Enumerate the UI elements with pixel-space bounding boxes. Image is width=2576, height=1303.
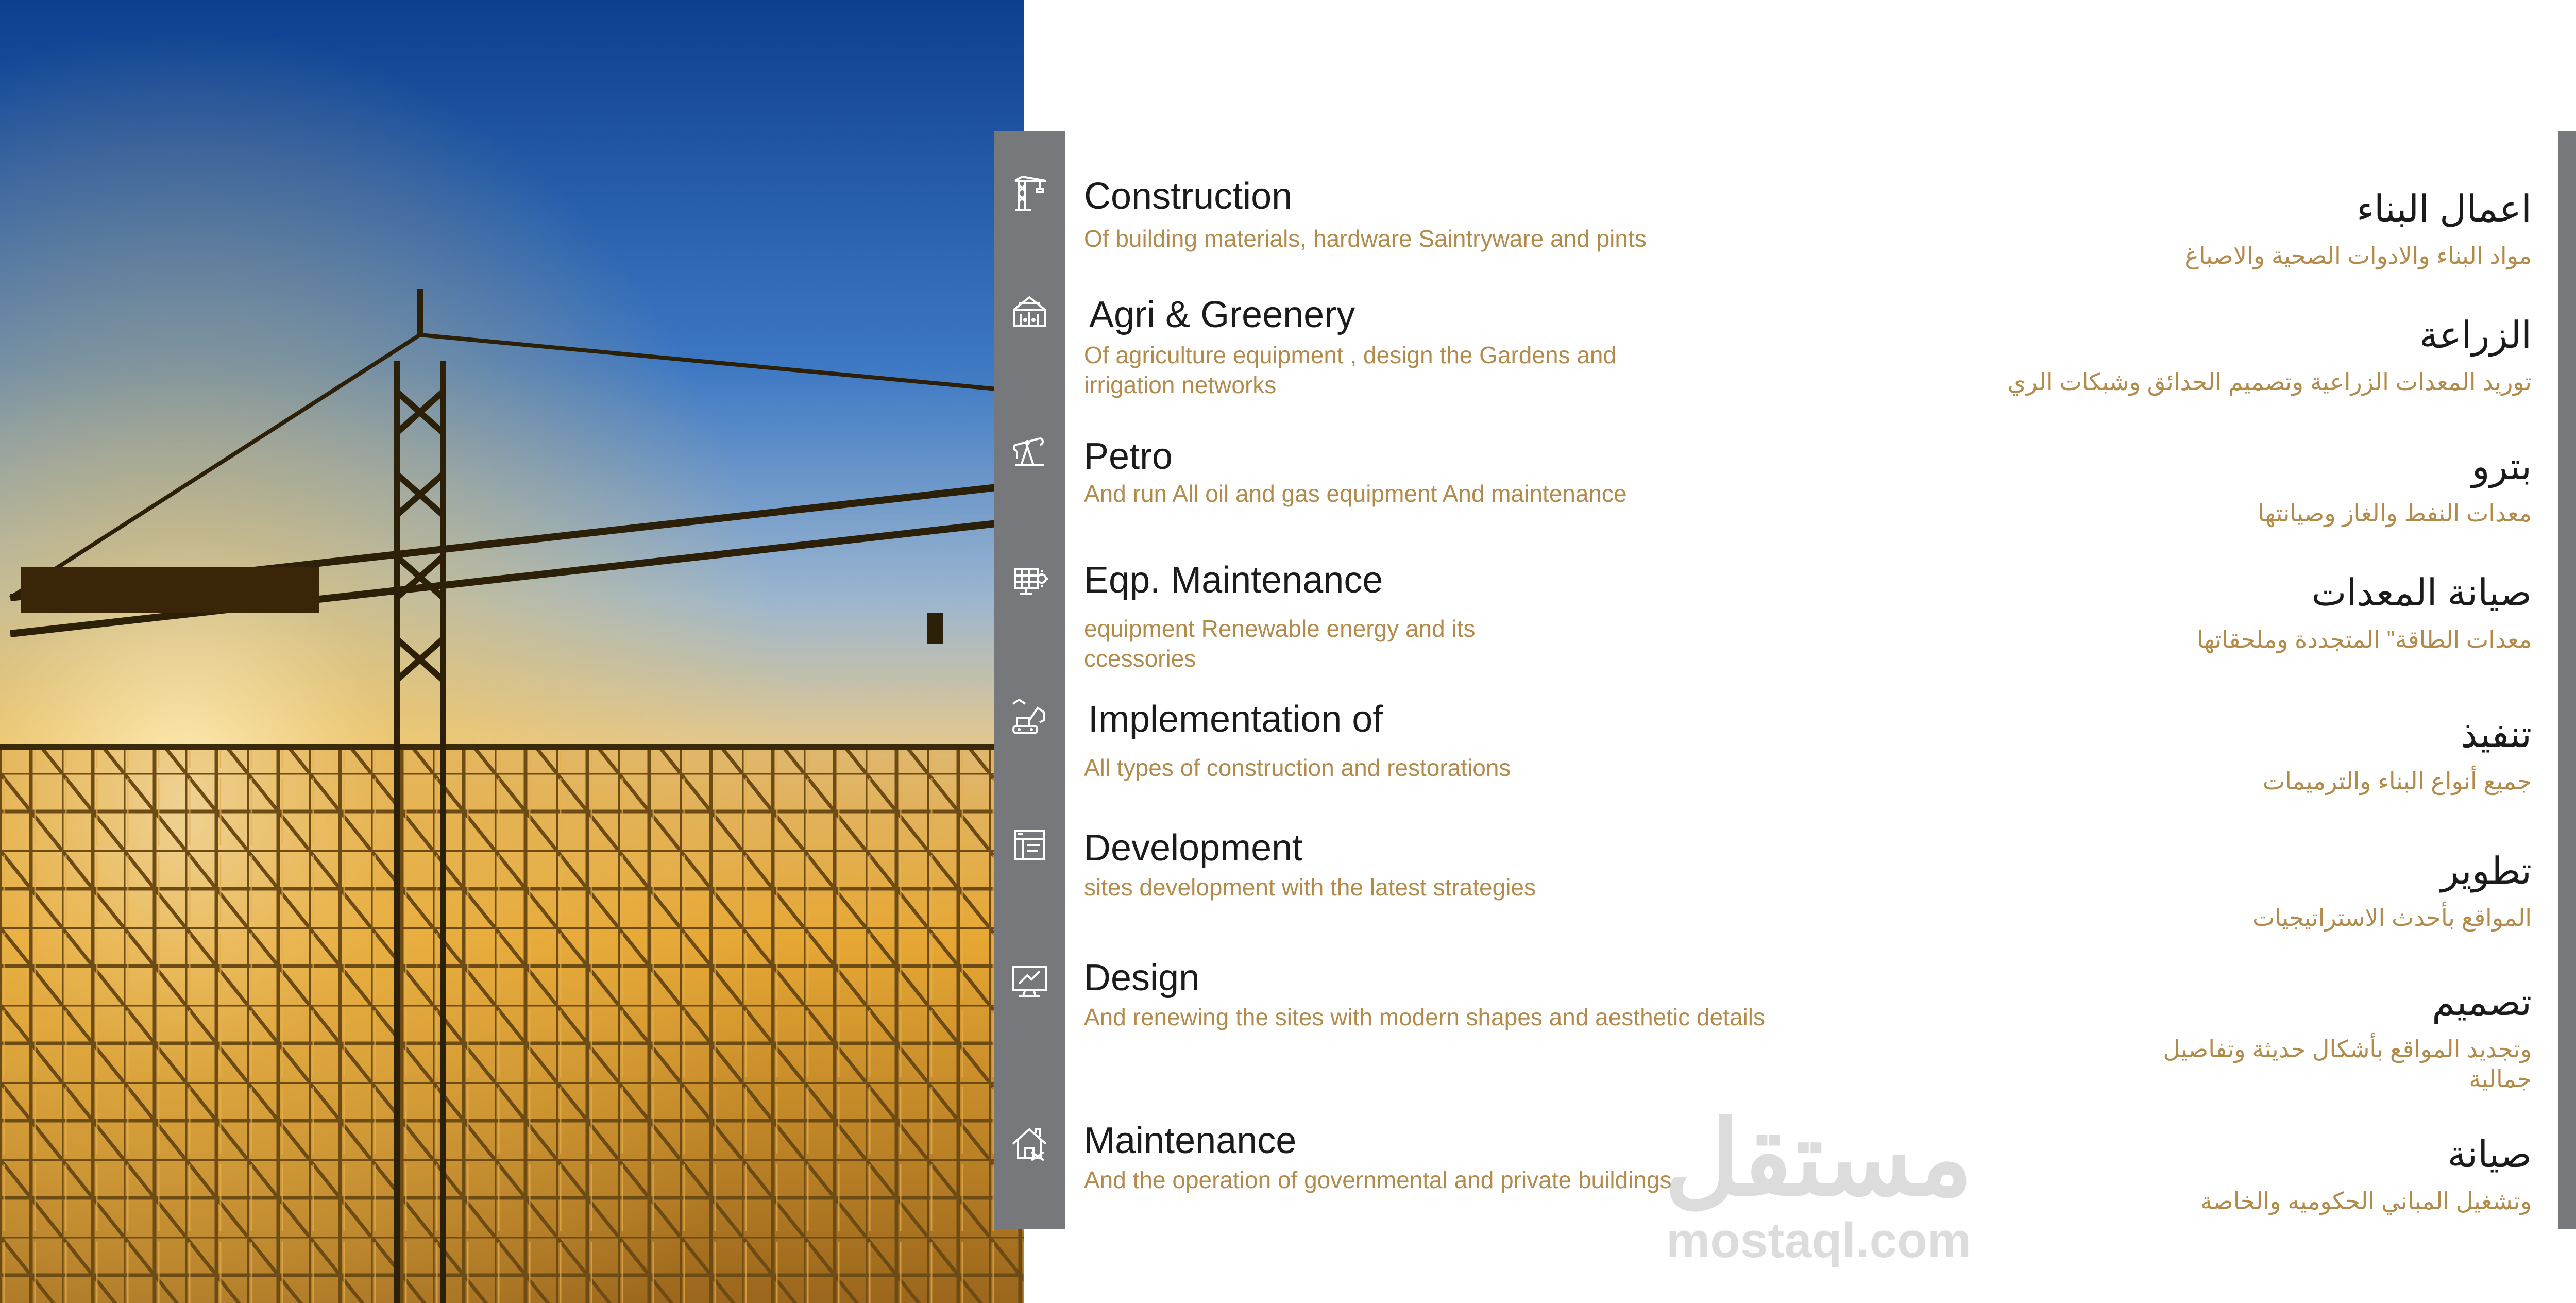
greenhouse-icon bbox=[2573, 312, 2576, 353]
service-desc: Of building materials, hardware Saintryware and pints bbox=[1084, 225, 1647, 252]
service-desc: And the operation of governmental and private buildings bbox=[1084, 1166, 1672, 1193]
service-desc: sites development with the latest strategies bbox=[1084, 874, 1536, 901]
service-desc: وتجديد المواقع بأشكال حديثة وتفاصيل جمالية bbox=[2163, 1036, 2532, 1092]
house-tools-icon bbox=[1009, 1123, 1050, 1164]
service-title: بترو bbox=[2471, 446, 2532, 487]
house-tools-icon bbox=[2573, 1133, 2576, 1175]
service-ar-construction bbox=[1913, 191, 2532, 271]
icon-strip-left bbox=[994, 131, 1065, 1229]
oil-pump-icon bbox=[1009, 430, 1050, 471]
crane-icon bbox=[1009, 173, 1050, 214]
oil-pump-icon bbox=[2573, 451, 2576, 492]
blueprint-icon bbox=[1009, 824, 1050, 866]
watermark-arabic: مستقل bbox=[1664, 1102, 1973, 1216]
watermark-latin: mostaql.com bbox=[1666, 1213, 1972, 1268]
service-desc: توريد المعدات الزراعية وتصميم الحدائق وشبكات الري bbox=[2007, 368, 2532, 395]
service-ar-maintenance bbox=[1913, 1136, 2532, 1216]
service-desc: المواقع بأحدث الاستراتيجيات bbox=[2252, 904, 2532, 931]
service-title: Maintenance bbox=[1084, 1120, 1297, 1161]
solar-panel-icon bbox=[2573, 572, 2576, 613]
construction-photo-left bbox=[0, 0, 1024, 1303]
service-title: صيانة bbox=[2447, 1134, 2532, 1175]
service-ar-agri bbox=[1913, 317, 2532, 397]
service-desc: And run All oil and gas equipment And maintenance bbox=[1084, 480, 1627, 507]
service-title: Petro bbox=[1084, 436, 1173, 477]
service-ar-design bbox=[1913, 984, 2532, 1094]
service-en-development bbox=[1084, 827, 1857, 903]
service-desc: And renewing the sites with modern shapes and aesthetic details bbox=[1084, 1004, 1766, 1030]
service-title: تنفيذ bbox=[2461, 714, 2532, 755]
solar-panel-icon bbox=[1009, 559, 1050, 600]
mostaql-watermark bbox=[1643, 1102, 1994, 1268]
service-title: Design bbox=[1084, 957, 1200, 999]
service-en-agri bbox=[1084, 296, 1857, 400]
service-en-implementation bbox=[1084, 701, 1857, 783]
blueprint-icon bbox=[2573, 845, 2576, 886]
service-ar-petro bbox=[1913, 448, 2532, 529]
excavator-icon bbox=[1009, 696, 1050, 737]
service-en-design bbox=[1084, 959, 1857, 1033]
service-desc: وتشغيل المباني الحكوميه والخاصة bbox=[2200, 1188, 2532, 1214]
service-title: Agri & Greenery bbox=[1089, 294, 1355, 335]
service-desc: Of agriculture equipment , design the Gardens and irrigation networks bbox=[1084, 342, 1617, 398]
service-desc: مواد البناء والادوات الصحية والاصباغ bbox=[2184, 242, 2532, 269]
service-title: صيانة المعدات bbox=[2311, 572, 2532, 614]
crane-icon bbox=[2573, 191, 2576, 232]
service-en-petro bbox=[1084, 438, 1857, 509]
service-desc: All types of construction and restorations bbox=[1084, 754, 1511, 781]
service-desc: جميع أنواع البناء والترميمات bbox=[2262, 768, 2532, 794]
service-desc: معدات النفط والغاز وصيانتها bbox=[2258, 500, 2532, 527]
service-title: تصميم bbox=[2432, 982, 2532, 1023]
service-en-construction bbox=[1084, 178, 1857, 254]
service-desc: equipment Renewable energy and its ccessories bbox=[1084, 615, 1476, 672]
service-title: Construction bbox=[1084, 176, 1293, 217]
service-desc: معدات الطاقة" المتجددة وملحقاتها bbox=[2197, 626, 2532, 653]
service-ar-development bbox=[1913, 853, 2532, 933]
service-title: Development bbox=[1084, 827, 1303, 869]
service-title: Implementation of bbox=[1088, 699, 1383, 740]
service-title: تطوير bbox=[2441, 851, 2532, 892]
excavator-icon bbox=[2573, 708, 2576, 750]
icon-strip-right bbox=[2558, 131, 2576, 1229]
service-ar-eqp-maintenance bbox=[1913, 574, 2532, 655]
design-monitor-icon bbox=[2573, 979, 2576, 1020]
service-ar-implementation bbox=[1913, 716, 2532, 797]
service-en-eqp-maintenance bbox=[1084, 562, 1857, 673]
greenhouse-icon bbox=[1009, 291, 1050, 332]
service-title: اعمال البناء bbox=[2356, 189, 2532, 230]
service-title: الزراعة bbox=[2419, 315, 2532, 356]
design-monitor-icon bbox=[1009, 961, 1050, 1002]
service-title: Eqp. Maintenance bbox=[1084, 560, 1383, 601]
